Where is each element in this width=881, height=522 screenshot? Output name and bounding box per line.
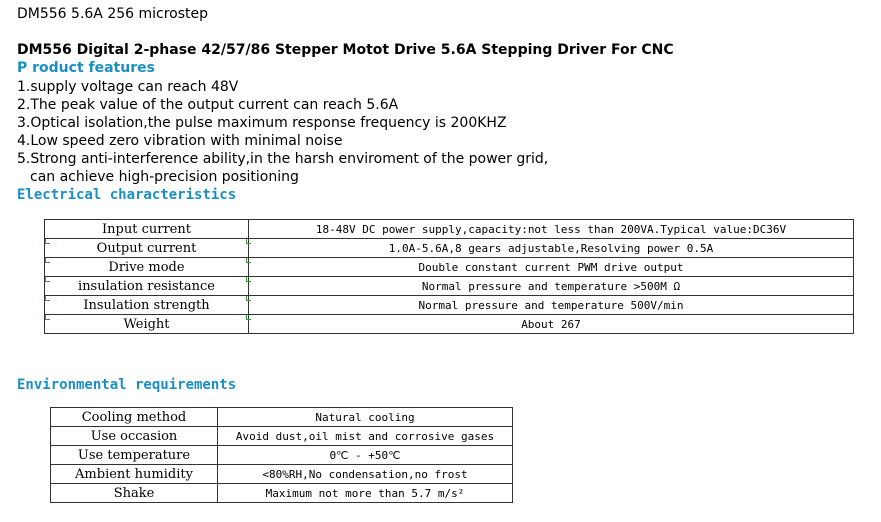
- env-key: Use temperature: [51, 446, 218, 465]
- spec-key: Weight: [45, 315, 249, 334]
- cell-marker: [246, 296, 251, 301]
- cell-marker: [45, 258, 50, 263]
- product-title: DM556 Digital 2-phase 42/57/86 Stepper Motot Drive 5.6A Stepping Driver For CNC: [17, 42, 674, 58]
- cell-marker: [45, 296, 50, 301]
- table-row: [45, 296, 854, 315]
- feature-item: 1.supply voltage can reach 48V: [17, 79, 239, 95]
- feature-item: can achieve high-precision positioning: [30, 169, 299, 185]
- env-value: Avoid dust,oil mist and corrosive gases: [218, 427, 513, 446]
- environmental-heading: Environmental requirements: [17, 377, 237, 393]
- features-heading: P roduct features: [17, 60, 155, 76]
- table-row: [51, 446, 513, 465]
- spec-value: Normal pressure and temperature >500M Ω: [249, 277, 854, 296]
- env-value: 0℃ - +50℃: [218, 446, 513, 465]
- electrical-heading: Electrical characteristics: [17, 187, 237, 203]
- product-subtitle: DM556 5.6A 256 microstep: [17, 6, 209, 22]
- cell-marker: [246, 239, 251, 244]
- spec-value: 18-48V DC power supply,capacity:not less than 200VA.Typical value:DC36V: [249, 220, 854, 239]
- environmental-table: [50, 407, 513, 503]
- feature-item: 2.The peak value of the output current can reach 5.6A: [17, 97, 399, 113]
- table-row: [45, 239, 854, 258]
- electrical-table: [44, 219, 854, 334]
- table-row: [51, 465, 513, 484]
- cell-marker: [45, 239, 50, 244]
- feature-item: 3.Optical isolation,the pulse maximum response frequency is 200KHZ: [17, 115, 507, 131]
- table-row: [51, 427, 513, 446]
- env-key: Cooling method: [51, 408, 218, 427]
- feature-item: 5.Strong anti-interference ability,in the harsh enviroment of the power grid,: [17, 151, 549, 167]
- feature-item: 4.Low speed zero vibration with minimal noise: [17, 133, 343, 149]
- spec-value: 1.0A-5.6A,8 gears adjustable,Resolving power 0.5A: [249, 239, 854, 258]
- spec-value: About 267: [249, 315, 854, 334]
- cell-marker: [246, 315, 251, 320]
- cell-marker: [246, 277, 251, 282]
- table-row: [51, 484, 513, 503]
- spec-key: insulation resistance: [45, 277, 249, 296]
- env-key: Use occasion: [51, 427, 218, 446]
- table-row: [45, 315, 854, 334]
- env-key: Ambient humidity: [51, 465, 218, 484]
- spec-value: Normal pressure and temperature 500V/min: [249, 296, 854, 315]
- spec-value: Double constant current PWM drive output: [249, 258, 854, 277]
- spec-key: Output current: [45, 239, 249, 258]
- env-key: Shake: [51, 484, 218, 503]
- table-row: [45, 277, 854, 296]
- table-row: [51, 408, 513, 427]
- env-value: Maximum not more than 5.7 m/s²: [218, 484, 513, 503]
- spec-key: Input current: [45, 220, 249, 239]
- spec-key: Drive mode: [45, 258, 249, 277]
- spec-key: Insulation strength: [45, 296, 249, 315]
- table-row: [45, 220, 854, 239]
- env-value: <80%RH,No condensation,no frost: [218, 465, 513, 484]
- env-value: Natural cooling: [218, 408, 513, 427]
- cell-marker: [246, 258, 251, 263]
- cell-marker: [45, 277, 50, 282]
- table-row: [45, 258, 854, 277]
- cell-marker: [45, 315, 50, 320]
